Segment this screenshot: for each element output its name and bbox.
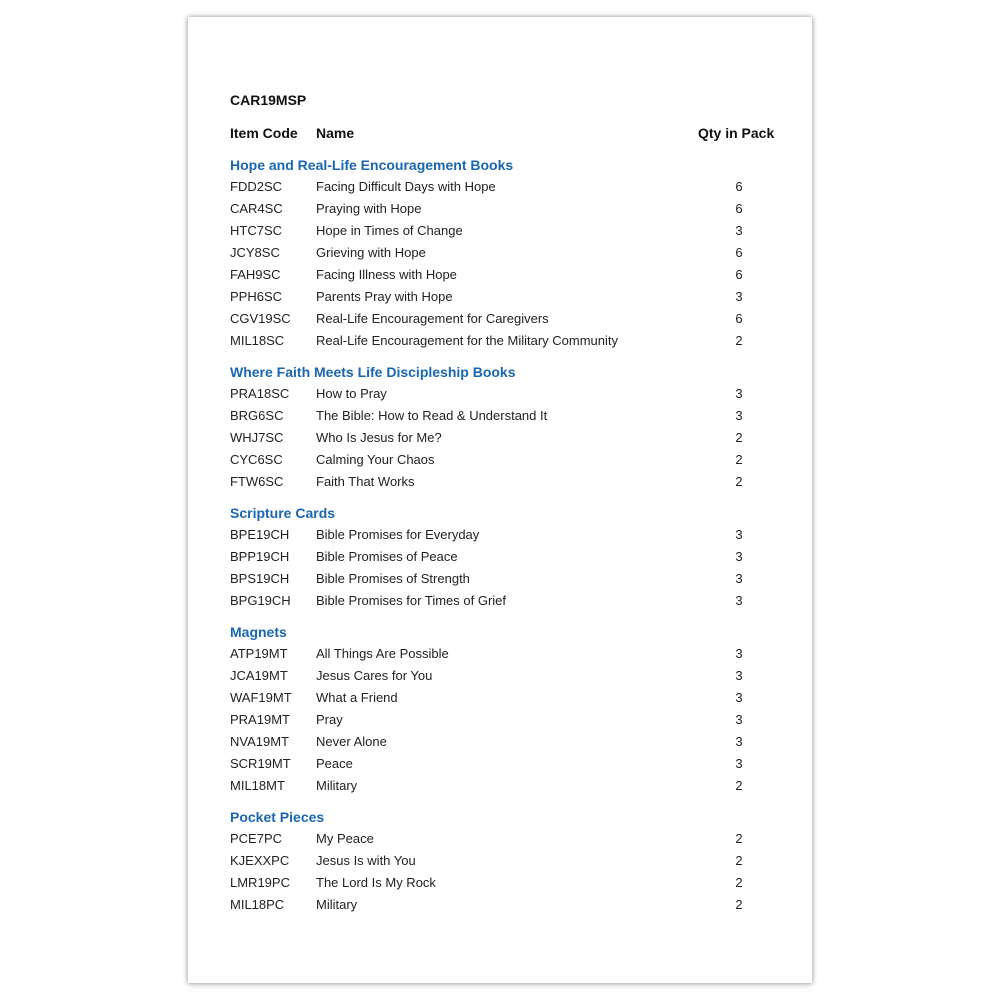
table-row [230, 524, 790, 546]
table-row [230, 449, 790, 471]
item-code: BPG19CH [230, 593, 291, 608]
item-qty: 2 [735, 333, 743, 348]
section-title: Scripture Cards [230, 505, 336, 521]
item-name: Military [316, 778, 358, 793]
table-row [230, 383, 790, 405]
item-code: SCR19MT [230, 756, 291, 771]
sections-container [230, 154, 790, 916]
item-code: PRA19MT [230, 712, 290, 727]
item-code: NVA19MT [230, 734, 289, 749]
table-row [230, 220, 790, 242]
item-qty: 3 [735, 549, 743, 564]
item-code: BRG6SC [230, 408, 284, 423]
table-header [230, 123, 790, 143]
item-code: BPP19CH [230, 549, 290, 564]
item-qty: 3 [735, 527, 743, 542]
section [230, 621, 790, 797]
table-row [230, 286, 790, 308]
item-qty: 2 [735, 778, 743, 793]
item-qty: 6 [735, 179, 743, 194]
item-code: PPH6SC [230, 289, 283, 304]
item-qty: 3 [735, 408, 743, 423]
table-row [230, 709, 790, 731]
item-name: Facing Difficult Days with Hope [316, 179, 496, 194]
table-row [230, 330, 790, 352]
item-qty: 3 [735, 593, 743, 608]
table-row [230, 590, 790, 612]
item-qty: 2 [735, 875, 743, 890]
table-row [230, 775, 790, 797]
item-name: Bible Promises for Times of Grief [316, 593, 506, 608]
item-name: Grieving with Hope [316, 245, 426, 260]
table-row [230, 176, 790, 198]
item-name: Real-Life Encouragement for the Military Community [316, 333, 619, 348]
item-code: KJEXXPC [230, 853, 290, 868]
table-row [230, 471, 790, 493]
item-name: Jesus Cares for You [316, 668, 433, 683]
item-code: HTC7SC [230, 223, 283, 238]
item-name: Parents Pray with Hope [316, 289, 453, 304]
item-name: Military [316, 897, 358, 912]
item-name: Pray [316, 712, 343, 727]
item-name: How to Pray [316, 386, 387, 401]
item-qty: 2 [735, 452, 743, 467]
table-row [230, 546, 790, 568]
item-code: FAH9SC [230, 267, 281, 282]
item-code: PRA18SC [230, 386, 290, 401]
item-qty: 3 [735, 712, 743, 727]
item-name: Bible Promises of Strength [316, 571, 470, 586]
table-row [230, 828, 790, 850]
item-name: My Peace [316, 831, 374, 846]
item-code: MIL18PC [230, 897, 285, 912]
section [230, 361, 790, 493]
table-row [230, 753, 790, 775]
item-qty: 3 [735, 646, 743, 661]
item-qty: 3 [735, 734, 743, 749]
item-qty: 3 [735, 690, 743, 705]
item-name: Who Is Jesus for Me? [316, 430, 442, 445]
item-code: PCE7PC [230, 831, 283, 846]
table-row [230, 308, 790, 330]
item-name: What a Friend [316, 690, 398, 705]
item-code: CGV19SC [230, 311, 291, 326]
item-name: Never Alone [316, 734, 387, 749]
item-name: Facing Illness with Hope [316, 267, 457, 282]
item-qty: 2 [735, 897, 743, 912]
table-row [230, 643, 790, 665]
table-row [230, 872, 790, 894]
item-code: CAR4SC [230, 201, 283, 216]
table-row [230, 242, 790, 264]
item-code: BPE19CH [230, 527, 290, 542]
item-code: JCY8SC [230, 245, 280, 260]
table-row [230, 405, 790, 427]
table-row [230, 568, 790, 590]
item-code: ATP19MT [230, 646, 288, 661]
item-code: BPS19CH [230, 571, 290, 586]
item-qty: 6 [735, 311, 743, 326]
section [230, 154, 790, 352]
item-name: The Lord Is My Rock [316, 875, 436, 890]
section-title: Pocket Pieces [230, 809, 325, 825]
table-row [230, 264, 790, 286]
document-content [230, 90, 790, 916]
item-code: FDD2SC [230, 179, 283, 194]
item-name: Real-Life Encouragement for Caregivers [316, 311, 549, 326]
table-row [230, 894, 790, 916]
item-code: WAF19MT [230, 690, 292, 705]
item-code: JCA19MT [230, 668, 288, 683]
item-qty: 3 [735, 668, 743, 683]
item-name: Peace [316, 756, 353, 771]
item-name: All Things Are Possible [316, 646, 449, 661]
item-name: Praying with Hope [316, 201, 422, 216]
item-qty: 3 [735, 756, 743, 771]
section [230, 502, 790, 612]
section-title: Hope and Real-Life Encouragement Books [230, 157, 514, 173]
table-row [230, 665, 790, 687]
item-name: Jesus Is with You [316, 853, 416, 868]
item-name: Faith That Works [316, 474, 415, 489]
document-page [188, 17, 812, 983]
item-name: The Bible: How to Read & Understand It [316, 408, 548, 423]
section-title: Magnets [230, 624, 287, 640]
item-qty: 3 [735, 289, 743, 304]
item-qty: 6 [735, 267, 743, 282]
item-name: Calming Your Chaos [316, 452, 435, 467]
header-name: Name [316, 125, 355, 141]
item-qty: 3 [735, 223, 743, 238]
item-code: FTW6SC [230, 474, 284, 489]
item-qty: 2 [735, 430, 743, 445]
item-qty: 6 [735, 201, 743, 216]
table-row [230, 427, 790, 449]
document-code: CAR19MSP [230, 92, 307, 108]
item-name: Bible Promises of Peace [316, 549, 458, 564]
item-code: LMR19PC [230, 875, 290, 890]
item-qty: 2 [735, 853, 743, 868]
item-name: Hope in Times of Change [316, 223, 463, 238]
item-code: MIL18SC [230, 333, 285, 348]
header-item-code: Item Code [230, 125, 298, 141]
table-row [230, 687, 790, 709]
item-qty: 3 [735, 571, 743, 586]
item-name: Bible Promises for Everyday [316, 527, 480, 542]
section-title: Where Faith Meets Life Discipleship Books [230, 364, 516, 380]
item-qty: 3 [735, 386, 743, 401]
table-row [230, 198, 790, 220]
item-qty: 2 [735, 831, 743, 846]
section [230, 806, 790, 916]
item-qty: 2 [735, 474, 743, 489]
table-row [230, 731, 790, 753]
item-qty: 6 [735, 245, 743, 260]
item-code: WHJ7SC [230, 430, 284, 445]
item-code: MIL18MT [230, 778, 285, 793]
item-code: CYC6SC [230, 452, 283, 467]
header-qty: Qty in Pack [698, 125, 775, 141]
table-row [230, 850, 790, 872]
